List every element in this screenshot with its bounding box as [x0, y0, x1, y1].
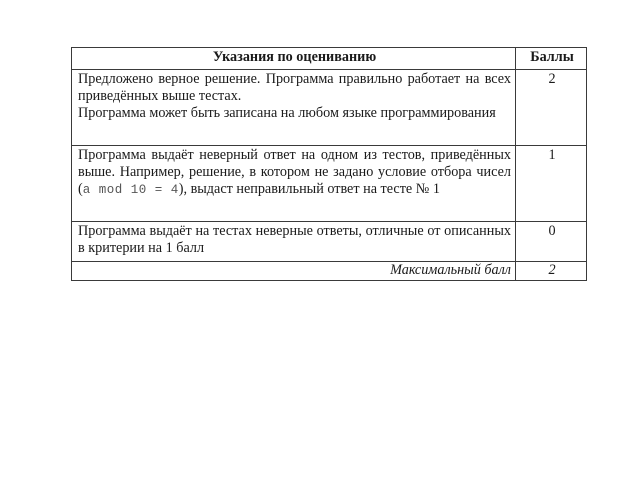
table-row: [72, 146, 587, 222]
criteria-text: Программа может быть записана на любом языке программирования: [78, 105, 496, 121]
code-snippet: a mod 10 = 4: [82, 183, 179, 197]
table-row: [72, 222, 587, 262]
criteria-text: ), выдаст неправильный ответ на тесте № 1: [178, 181, 440, 197]
table-header-row: [72, 48, 587, 70]
table-row: [72, 70, 587, 146]
criteria-cell: [72, 70, 516, 146]
points-column-header: Баллы: [516, 48, 587, 70]
max-score-row: [72, 262, 587, 281]
max-score-value: 2: [516, 262, 587, 281]
points-cell: 1: [516, 146, 587, 222]
criteria-column-header: Указания по оцениванию: [72, 48, 516, 70]
points-cell: 2: [516, 70, 587, 146]
criteria-cell: [72, 146, 516, 222]
criteria-text: Программа выдаёт неверный ответ на одном из тестов, приведённых выше. Например, решение, в котором не задано условие отбора чисел (: [78, 147, 511, 197]
points-cell: 0: [516, 222, 587, 262]
max-score-label: Максимальный балл: [72, 262, 516, 281]
criteria-cell: Программа выдаёт на тестах неверные ответы, отличные от описанных в критерии на 1 балл: [72, 222, 516, 262]
grading-criteria-table: [71, 47, 587, 281]
criteria-text: Предложено верное решение. Программа правильно работает на всех приведённых выше тестах.: [78, 71, 511, 104]
